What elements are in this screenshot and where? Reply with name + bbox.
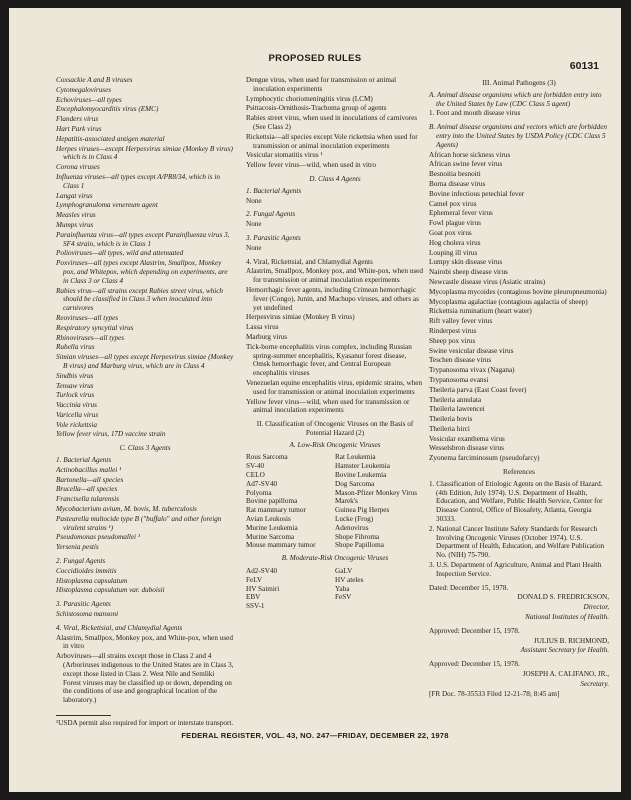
c4-bacterial-heading: 1. Bacterial Agents xyxy=(246,186,302,195)
list-item: Simian viruses—all types except Herpesvirus simiae (Monkey B virus) and Marburg virus, which are in Class 4 xyxy=(56,353,234,370)
list-item: Influenza viruses—all types except A/PR8/34, which is in Class 1 xyxy=(56,172,220,190)
virus-name: Adenovirus xyxy=(335,523,369,532)
list-item: Brucella—all species xyxy=(56,485,118,494)
virus-name: Rat mammary tumor xyxy=(246,506,306,515)
column-3 xyxy=(429,76,609,699)
list-item: Theileria annulata xyxy=(429,395,482,404)
list-item: Theileria hirci xyxy=(429,424,470,433)
list-item: Nairobi sheep disease virus xyxy=(429,268,508,277)
virus-name: Ad2-SV40 xyxy=(246,567,278,576)
list-item: Echoviruses—all types xyxy=(56,95,122,104)
animal-pathogen-list xyxy=(429,151,609,464)
list-item: Hepatitis-associated antigen material xyxy=(56,134,165,143)
parasitic-heading: 3. Parasitic Agents xyxy=(56,600,111,609)
list-item: Cytomegaloviruses xyxy=(56,85,112,94)
list-item: Sheep pox virus xyxy=(429,336,476,345)
list-item: Mycoplasma agalactiae (contagious agalactia of sheep) xyxy=(429,297,588,306)
list-item: Bovine infectious petechial fever xyxy=(429,189,525,198)
c4-viral-list xyxy=(246,267,424,415)
virus-name: HV Saimiri xyxy=(246,584,280,593)
list-item: Mycoplasma mycoides (contagious bovine pleuropneumonia) xyxy=(429,287,607,296)
federal-register-footer: FEDERAL REGISTER, VOL. 43, NO. 247—FRIDAY, DECEMBER 22, 1978 xyxy=(181,731,449,740)
virus-name: FeLV xyxy=(246,575,263,584)
virus-name: Murine Sarcoma xyxy=(246,532,295,541)
signatory-2-title: Assistant Secretary for Health. xyxy=(520,646,609,655)
list-item: Newcastle disease virus (Asiatic strains) xyxy=(429,277,546,286)
list-item: Herpesvirus simiae (Monkey B virus) xyxy=(246,313,355,322)
section-a-item: 1. Foot and mouth disease virus xyxy=(429,109,521,118)
list-item: Goat pox virus xyxy=(429,228,472,237)
list-item: Borna disease virus xyxy=(429,179,486,188)
parasitic-list xyxy=(56,610,234,619)
virus-name: Rat Leukemia xyxy=(335,453,376,462)
virus-name: Bovine papilloma xyxy=(246,497,298,506)
list-item: Hart Park virus xyxy=(56,124,102,133)
virus-name: Marek's xyxy=(335,497,358,506)
reference-list xyxy=(429,480,609,579)
list-item: Poxviruses—all types except Alastrim, Smallpox, Monkey pox, and Whitepox, which depending on experiments, are in Class 3 or Class 4 xyxy=(56,259,228,285)
list-item: Camel pox virus xyxy=(429,199,477,208)
classification-heading: II. Classification of Oncogenic Viruses on the Basis of Potential Hazard (2) xyxy=(256,420,414,437)
animal-pathogens-heading: III. Animal Pathogens (3) xyxy=(482,79,556,87)
virus-name: Murine Leukemia xyxy=(246,523,298,532)
page-number: 60131 xyxy=(569,60,599,72)
list-item: Coxsackie A and B viruses xyxy=(56,76,133,84)
list-item: Measles virus xyxy=(56,211,96,220)
list-item: African swine fever virus xyxy=(429,160,503,169)
list-item: Sindbis virus xyxy=(56,371,94,380)
virus-name: Shope Papilloma xyxy=(335,541,384,550)
bacterial-list xyxy=(56,466,234,552)
list-item: Rickettsia—all species except Vole rickettsia when used for transmission or animal inoculation experiments xyxy=(246,132,418,150)
list-item: Tensaw virus xyxy=(56,381,94,390)
low-risk-right xyxy=(335,453,424,550)
list-item: Rubella virus xyxy=(56,343,95,352)
list-item: Lymphogranuloma venereum agent xyxy=(56,201,158,210)
list-item: Corona viruses xyxy=(56,163,100,172)
bacterial-heading: 1. Bacterial Agents xyxy=(56,456,112,465)
class4-heading: D. Class 4 Agents xyxy=(309,174,361,183)
signatory-3-name: JOSEPH A. CALIFANO, JR., xyxy=(522,670,609,679)
moderate-risk-left xyxy=(246,567,335,611)
c4-fungal-heading: 2. Fungal Agents xyxy=(246,210,296,219)
virus-name: Dog Sarcoma xyxy=(335,479,375,488)
list-item: Wesselsbron disease virus xyxy=(429,444,504,453)
list-item: Trypanosoma evansi xyxy=(429,375,489,384)
footnote-rule xyxy=(56,715,111,716)
list-item: Encephalomyocarditis virus (EMC) xyxy=(56,105,159,114)
virus-name: GaLV xyxy=(335,567,353,576)
signatory-2-name: JULIUS B. RICHMOND, xyxy=(533,636,609,645)
list-item: Vesicular exanthema virus xyxy=(429,434,505,443)
list-item: Rift valley fever virus xyxy=(429,317,493,326)
class3-heading: C. Class 3 Agents xyxy=(119,444,171,453)
virus-name: CELO xyxy=(246,471,265,480)
list-item: Yellow fever virus—wild, when used for transmission or animal inoculation experiments xyxy=(246,397,410,415)
fungal-list xyxy=(56,567,234,595)
virus-name: Avian Leukosis xyxy=(246,515,291,524)
list-item: Mumps virus xyxy=(56,220,94,229)
c4-bacterial-none: None xyxy=(246,196,262,205)
signatory-1-title-1: Director, xyxy=(583,603,609,612)
references-heading: References xyxy=(503,468,535,477)
list-item: Lumpy skin disease virus xyxy=(429,258,503,267)
list-item: Venezuelan equine encephalitis virus, epidemic strains, when used for transmission or animal inoculation experiments xyxy=(246,378,423,396)
list-item: Actinobacillus mallei ¹ xyxy=(56,465,122,474)
list-item: Yersenia pestis xyxy=(56,543,99,552)
list-item: Flanders virus xyxy=(56,115,99,124)
list-item: Yellow fever virus—wild, when used in vitro xyxy=(246,161,377,170)
list-item: Turlock virus xyxy=(56,391,95,400)
list-item: Rickettsia ruminatium (heart water) xyxy=(429,307,532,316)
list-item: Lymphocytic choriomeningitis virus (LCM) xyxy=(246,94,373,103)
viral-heading: 4. Viral, Rickettsial, and Chlamydial Agents xyxy=(56,623,183,632)
list-item: Respiratory syncytial virus xyxy=(56,323,134,332)
list-item: Francisella tularensis xyxy=(56,495,120,504)
c4-parasitic-none: None xyxy=(246,243,262,252)
virus-name: Hamster Leukemia xyxy=(335,462,390,471)
section-a-heading: A. Animal disease organisms which are forbidden entry into the United States by Law (CDC Class 5 agent) xyxy=(429,90,602,108)
virus-name: Yaba xyxy=(335,584,350,593)
footnote: ¹USDA permit also required for import or interstate transport. xyxy=(56,719,234,727)
list-item: Rabies virus—all strains except Rabies street virus, which should be classified in Class 3 when inoculated into carnivores xyxy=(56,286,224,313)
low-risk-heading: A. Low-Risk Oncogenic Viruses xyxy=(289,440,381,449)
virus-list-1 xyxy=(56,76,234,439)
list-item: Yellow fever virus, 17D vaccine strain xyxy=(56,430,166,439)
column-1 xyxy=(56,76,234,729)
c4-viral-heading: 4. Viral, Rickettsial, and Chlamydial Agents xyxy=(246,257,373,266)
list-item: Ephemeral fever virus xyxy=(429,209,493,218)
list-item: Marburg virus xyxy=(246,332,288,341)
list-item: Langat virus xyxy=(56,191,93,200)
list-item: Schistosoma mansoni xyxy=(56,610,119,619)
list-item: Vole rickettsia xyxy=(56,420,97,429)
virus-name: Lucke (Frog) xyxy=(335,515,374,524)
section-b-heading: B. Animal disease organisms and vectors which are forbidden entry into the United States by USDA Policy (CDC Class 5 Agents) xyxy=(429,123,608,149)
moderate-risk-heading: B. Moderate-Risk Oncogenic Viruses xyxy=(281,554,389,563)
list-item: Polioviruses—all types, wild and attenuated xyxy=(56,249,184,258)
list-item: Bartonella—all species xyxy=(56,475,124,484)
virus-name: Polyoma xyxy=(246,488,272,497)
list-item: Alastrim, Smallpox, Monkey pox, and White-pox, when used in vitro xyxy=(56,633,233,651)
list-item: Theileria lawrencei xyxy=(429,405,485,414)
list-item: Rhinoviruses—all types xyxy=(56,333,125,342)
fr-doc-line: [FR Doc. 78-35533 Filed 12-21-78; 8:45 am] xyxy=(429,689,560,698)
list-item: Zyonema farciminosum (pseudofarcy) xyxy=(429,454,540,463)
list-item: African horse sickness virus xyxy=(429,150,511,159)
list-item: Fowl plague virus xyxy=(429,219,481,228)
moderate-risk-right xyxy=(335,567,424,611)
approved-line-1: Approved: December 15, 1978. xyxy=(429,626,520,635)
virus-name: Mouse mammary tumor xyxy=(246,541,316,550)
list-item: Hemorrhagic fever agents, including Crimean hemorrhagic fever (Congo), Junin, and Machupo viruses, and others as yet undefined xyxy=(246,285,419,312)
list-item: Histoplasma capsulatum var. duboisii xyxy=(56,586,165,595)
list-item: 1. Classification of Etiologic Agents on the Basis of Hazard. (4th Edition, July 1974). U.S. Department of Health, Education, and Welfare, Public Health Service, Center for Disease Control, Office of Biosafety, Atlanta, Georgia 30333. xyxy=(429,479,603,524)
list-item: Pasteurella multocide type B ("buffalo" and other foreign virulent strains ¹) xyxy=(56,514,222,532)
c4-parasitic-heading: 3. Parasitic Agents xyxy=(246,233,301,242)
list-item: Parainfluenza virus—all types except Parainfluenza virus 3, SF4 strain, which is in Class 1 xyxy=(56,230,230,248)
virus-name: Bovine Leukemia xyxy=(335,471,387,480)
c4-fungal-none: None xyxy=(246,220,262,229)
approved-line-2: Approved: December 15, 1978. xyxy=(429,660,520,669)
virus-name: Guinea Pig Herpes xyxy=(335,506,390,515)
list-item: Trypanosoma vivax (Nagana) xyxy=(429,366,515,375)
list-item: Pseudomonas pseudomallei ¹ xyxy=(56,533,141,542)
virus-name: HV ateles xyxy=(335,575,364,584)
virus-name: Ad7-SV40 xyxy=(246,479,278,488)
list-item: Vaccinia virus xyxy=(56,401,97,410)
list-item: Teschen disease virus xyxy=(429,356,492,365)
list-item: Arboviruses—all strains except those in Class 2 and 4 (Arboriruses indigenous to the United States are in Class 3, except those listed in Class 2. West Nile and Semliki Forest viruses may be classified up or down, depending on the conditions of use and geographical location of the laboratory.) xyxy=(56,652,234,705)
list-item: Mycobacterium avium, M. bovis, M. tuberculosis xyxy=(56,505,197,514)
list-item: Coccidioides immitis xyxy=(56,566,117,575)
virus-name: SV-40 xyxy=(246,462,265,471)
list-item: Tick-borne encephalitis virus complex, including Russian spring-summer encephalitis, Kyasanur forest disease, Omsk hemorrhagic fever, and Central European encephalitis viruses xyxy=(246,342,412,378)
list-item: Alastrim, Smallpox, Monkey pox, and White-pox, when used for transmission or animal inoculation experiments xyxy=(246,267,423,285)
signatory-3-title: Secretary. xyxy=(580,679,609,688)
viral-list xyxy=(56,634,234,705)
low-risk-left xyxy=(246,453,335,550)
signatory-1-name: DONALD S. FREDRICKSON, xyxy=(517,593,609,602)
column-2 xyxy=(246,76,424,615)
list-item: Dengue virus, when used for transmission or animal inoculation experiments xyxy=(246,76,397,93)
low-risk-table xyxy=(246,453,424,550)
list-item: Theileria bovis xyxy=(429,415,473,424)
list-item: Louping ill virus xyxy=(429,248,478,257)
list-item: Theileria parva (East Coast fever) xyxy=(429,385,527,394)
virus-name: FeSV xyxy=(335,593,352,602)
dated-line: Dated: December 15, 1978. xyxy=(429,583,509,592)
list-item: Psittacosis-Ornithosis-Trachoma group of agents xyxy=(246,104,387,113)
list-item: Swine vesicular disease virus xyxy=(429,346,514,355)
virus-list-2 xyxy=(246,76,424,170)
fungal-heading: 2. Fungal Agents xyxy=(56,557,106,566)
list-item: Varicella virus xyxy=(56,410,99,419)
virus-name: Shope Fibroma xyxy=(335,532,380,541)
signatory-1-title-2: National Institutes of Health. xyxy=(525,613,609,622)
list-item: Histoplasma capsulatum xyxy=(56,576,128,585)
document-page xyxy=(9,8,621,792)
list-item: Besnoitia besnoiti xyxy=(429,170,481,179)
list-item: 3. U.S. Department of Agriculture, Animal and Plant Health Inspection Service. xyxy=(429,561,602,578)
list-item: Rabies street virus, when used in inoculations of carnivores (See Class 2) xyxy=(246,114,418,131)
virus-name: Mason-Pfizer Monkey Virus xyxy=(335,488,418,497)
virus-name: EBV xyxy=(246,593,261,602)
section-header: PROPOSED RULES xyxy=(268,53,362,64)
list-item: Rinderpest virus xyxy=(429,326,477,335)
virus-name: SSV-1 xyxy=(246,602,265,611)
list-item: Lassa virus xyxy=(246,323,279,332)
list-item: Hog cholera virus xyxy=(429,238,481,247)
moderate-risk-table xyxy=(246,567,424,611)
list-item: Herpes viruses—except Herpesvirus simiae (Monkey B virus) which is in Class 4 xyxy=(56,144,233,162)
list-item: Vesicular stomatitis virus ¹ xyxy=(246,151,323,160)
virus-name: Rous Sarcoma xyxy=(246,453,288,462)
list-item: Reoviruses—all types xyxy=(56,313,119,322)
list-item: 2. National Cancer Institute Safety Standards for Research Involving Oncogenic Viruses (October 1974). U.S. Department of Health, Education, and Welfare Publication No. (NIH) 75-790. xyxy=(429,524,605,560)
